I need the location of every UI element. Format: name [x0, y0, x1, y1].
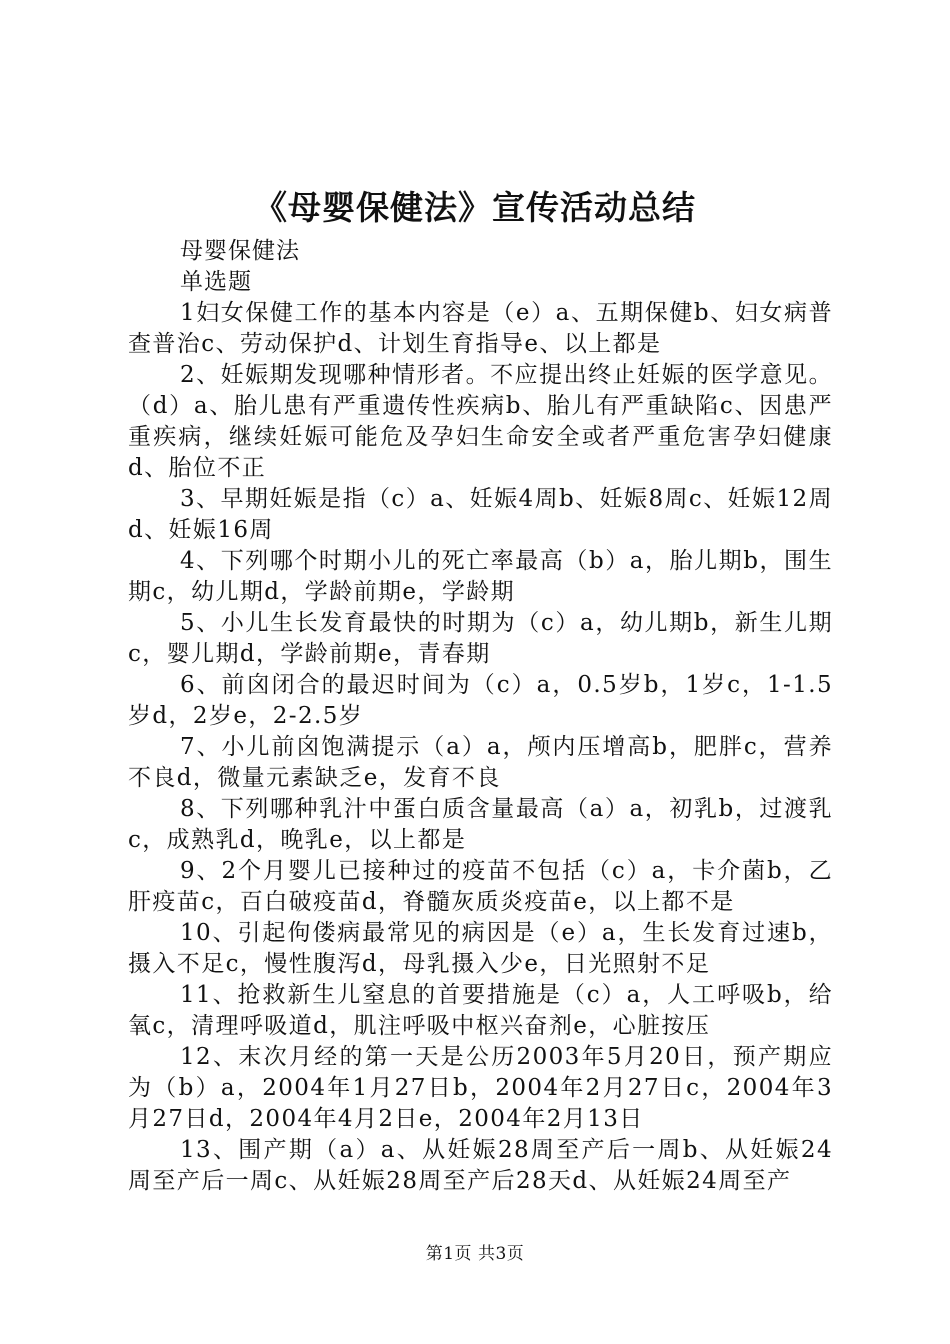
page-footer: 第1页 共3页 — [425, 1244, 525, 1264]
question-5: 5、小儿生长发育最快的时期为（c）a，幼儿期b，新生儿期c，婴儿期d，学龄前期e，青春期 — [128, 610, 833, 667]
question-10: 10、引起佝偻病最常见的病因是（e）a，生长发育过速b，摄入不足c，慢性腹泻d，母乳摄入少e，日光照射不足 — [128, 920, 833, 977]
question-9: 9、2个月婴儿已接种过的疫苗不包括（c）a，卡介菌b，乙肝疫苗c，百白破疫苗d，脊髓灰质炎疫苗e，以上都不是 — [128, 858, 833, 915]
question-8: 8、下列哪种乳汁中蛋白质含量最高（a）a，初乳b，过渡乳c，成熟乳d，晚乳e，以上都是 — [128, 796, 833, 853]
section-subheading: 单选题 — [180, 269, 252, 295]
question-6: 6、前囟闭合的最迟时间为（c）a，0.5岁b，1岁c，1-1.5岁d，2岁e，2-2.5岁 — [128, 672, 833, 729]
question-2: 2、妊娠期发现哪种情形者。不应提出终止妊娠的医学意见。（d）a、胎儿患有严重遗传性疾病b、胎儿有严重缺陷c、因患严重疾病，继续妊娠可能危及孕妇生命安全或者严重危害孕妇健康d、胎位不正 — [128, 362, 833, 481]
question-4: 4、下列哪个时期小儿的死亡率最高（b）a，胎儿期b，围生期c，幼儿期d，学龄前期e，学龄期 — [128, 548, 833, 605]
question-12: 12、末次月经的第一天是公历2003年5月20日，预产期应为（b）a，2004年1月27日b，2004年2月27日c，2004年3月27日d，2004年4月2日e，2004年2月13日 — [128, 1044, 833, 1132]
question-13: 13、围产期（a）a、从妊娠28周至产后一周b、从妊娠24周至产后一周c、从妊娠28周至产后28天d、从妊娠24周至产 — [128, 1137, 833, 1194]
document-title: 《母婴保健法》宣传活动总结 — [254, 188, 696, 227]
section-heading: 母婴保健法 — [180, 238, 300, 264]
question-7: 7、小儿前囟饱满提示（a）a，颅内压增高b，肥胖c，营养不良d，微量元素缺乏e，发育不良 — [128, 734, 833, 791]
question-1: 1妇女保健工作的基本内容是（e）a、五期保健b、妇女病普查普治c、劳动保护d、计划生育指导e、以上都是 — [128, 300, 833, 357]
question-11: 11、抢救新生儿窒息的首要措施是（c）a，人工呼吸b，给氧c，清理呼吸道d，肌注呼吸中枢兴奋剂e，心脏按压 — [128, 982, 833, 1039]
document-body — [128, 236, 833, 1197]
question-3: 3、早期妊娠是指（c）a、妊娠4周b、妊娠8周c、妊娠12周d、妊娠16周 — [128, 486, 833, 543]
